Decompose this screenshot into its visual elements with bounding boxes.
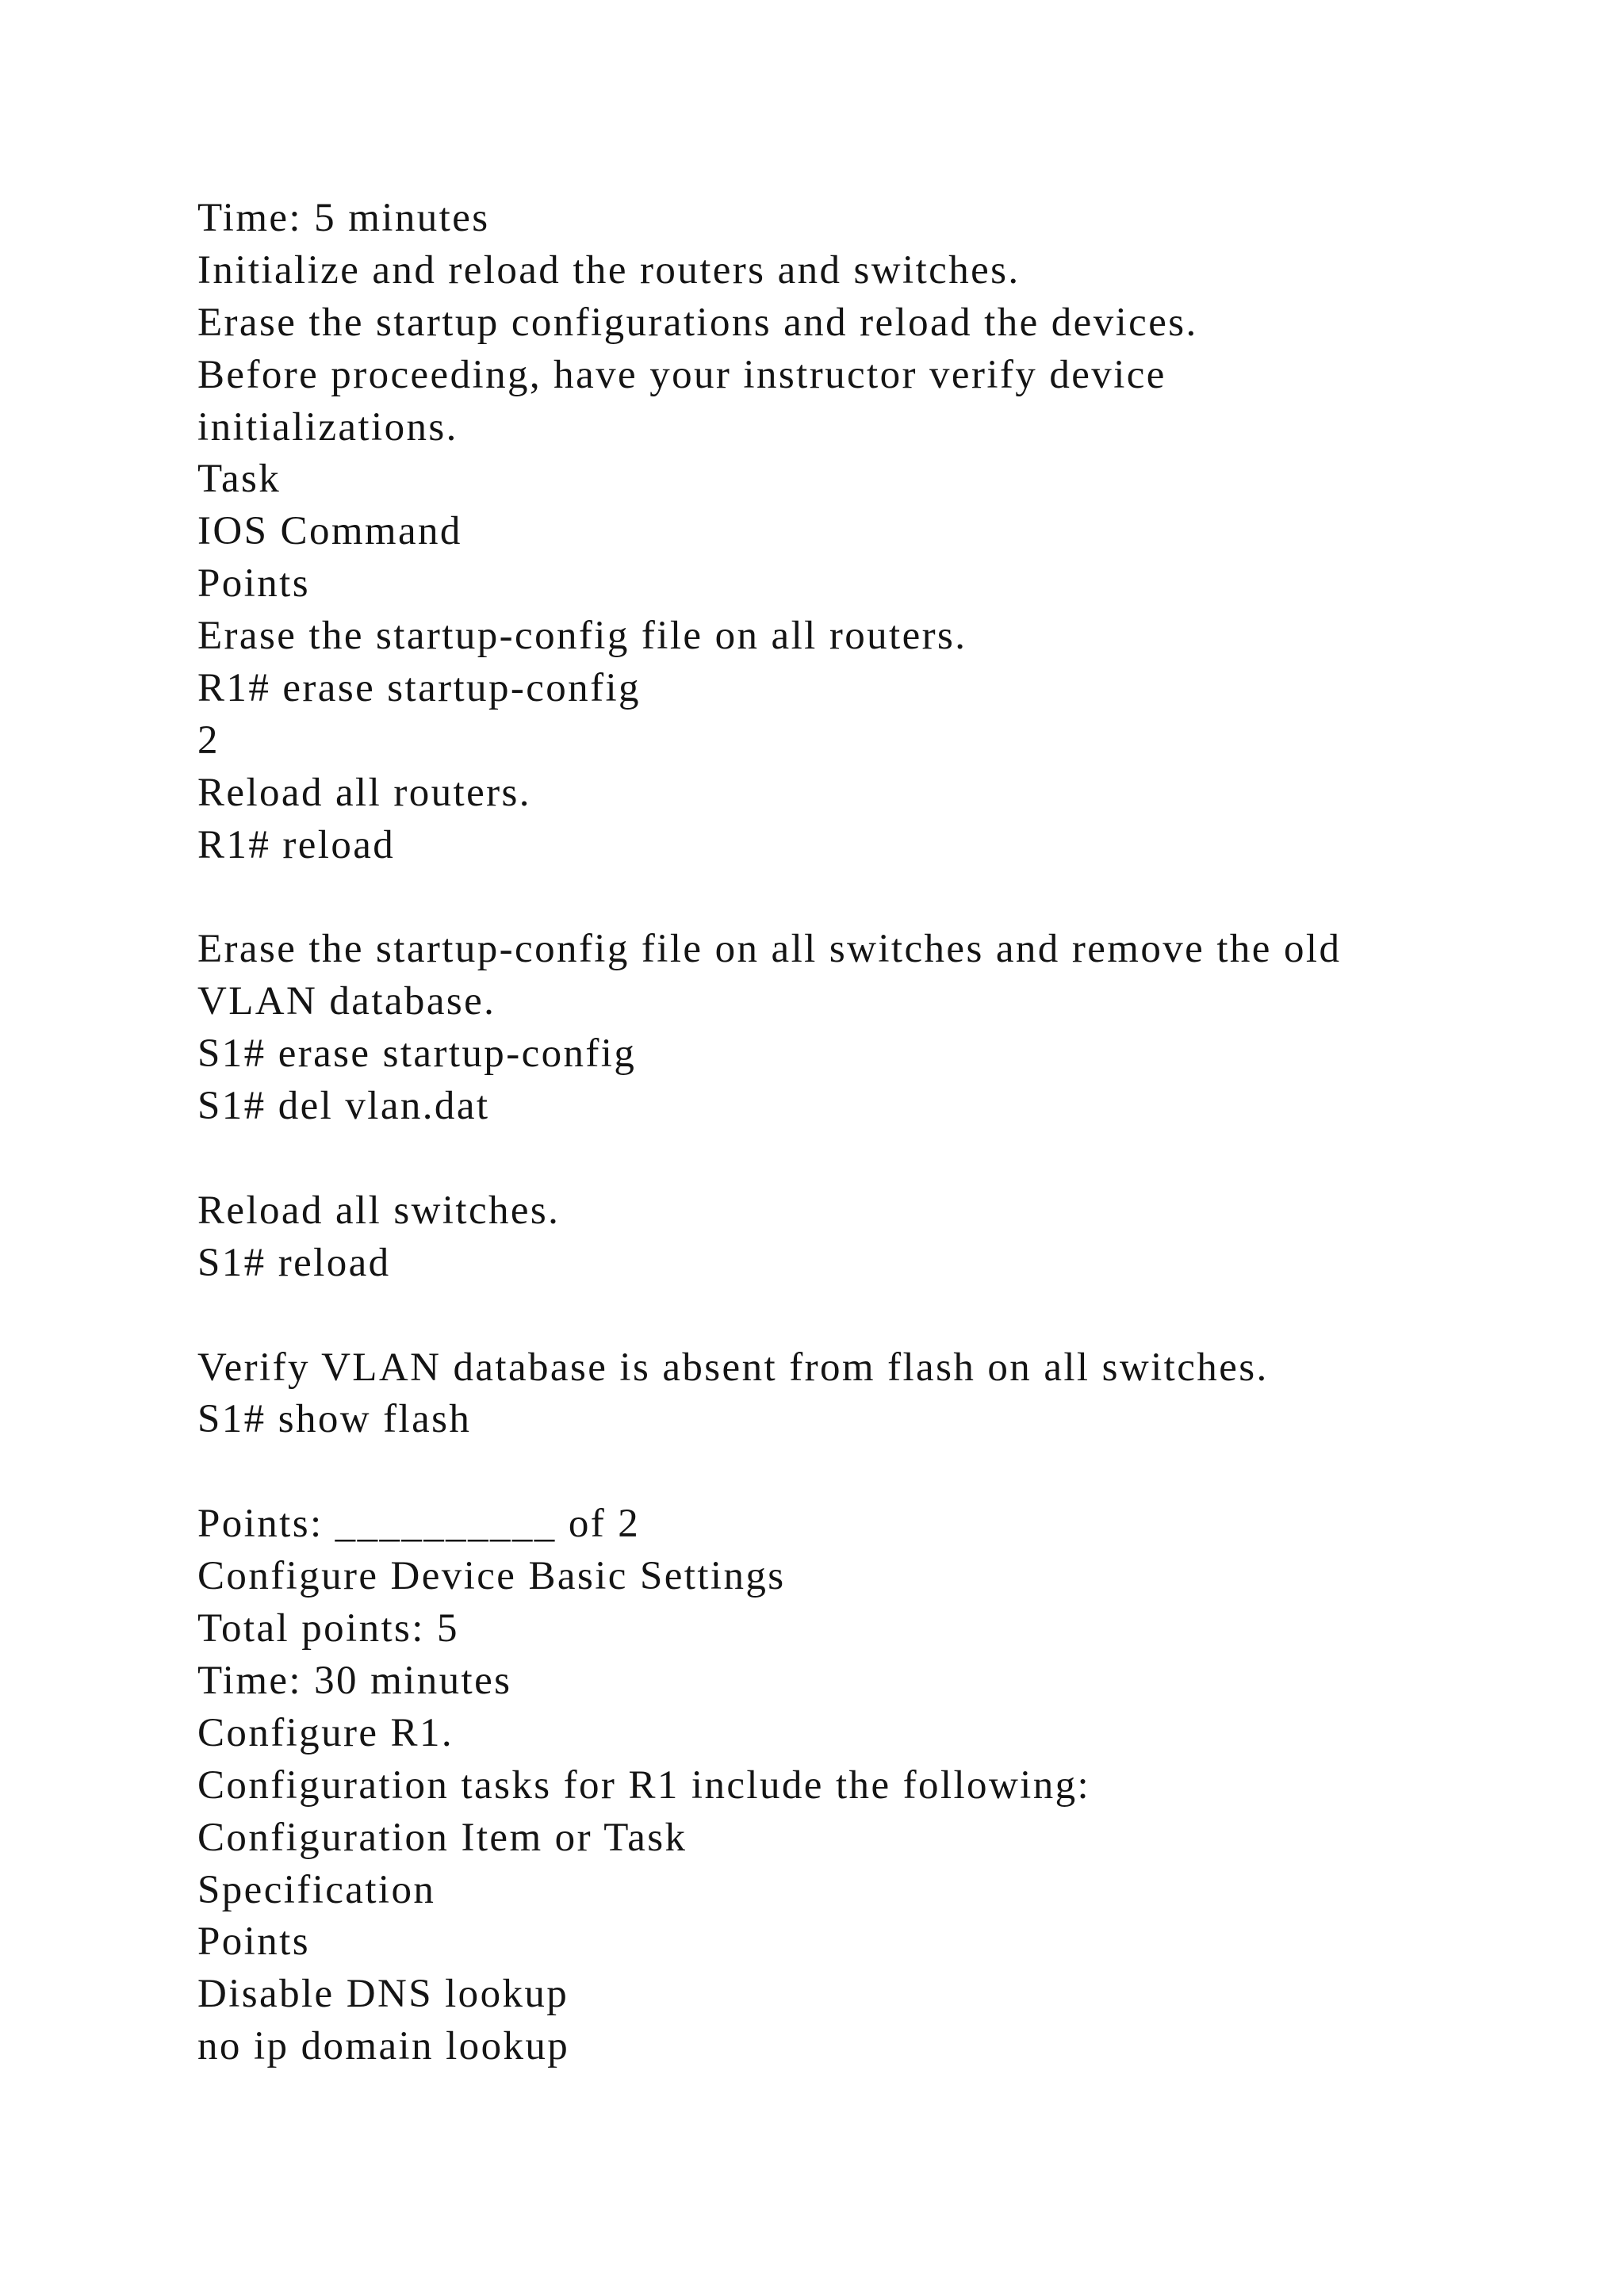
table-cell-command: S1# erase startup-config — [197, 1031, 637, 1077]
table-header-task: Task — [197, 457, 282, 502]
step-erase: Erase the startup configurations and reload the devices. — [197, 300, 1198, 345]
document-page — [197, 193, 1545, 2073]
table-cell-command: S1# del vlan.dat — [197, 1084, 490, 1129]
table-cell-task-cont: VLAN database. — [197, 979, 496, 1024]
verify-instruction: Before proceeding, have your instructor verify device — [197, 352, 1166, 397]
table-cell-specification: no ip domain lookup — [197, 2024, 570, 2069]
time-label: Time: 30 minutes — [197, 1658, 512, 1703]
blank-line — [197, 872, 1545, 924]
step-configure: Configure R1. — [197, 1710, 454, 1755]
table-cell-command: S1# show flash — [197, 1397, 472, 1442]
table-cell-task: Verify VLAN database is absent from flash on all switches. — [197, 1345, 1269, 1390]
step-initialize: Initialize and reload the routers and switches. — [197, 247, 1021, 293]
table-cell-task: Erase the startup-config file on all routers. — [197, 614, 967, 659]
verify-instruction-cont: initializations. — [197, 404, 458, 450]
table-cell-task: Erase the startup-config file on all switches and remove the old — [197, 927, 1342, 972]
blank-line — [197, 1446, 1545, 1498]
table-header-ios-command: IOS Command — [197, 509, 462, 554]
config-intro: Configuration tasks for R1 include the following: — [197, 1762, 1091, 1808]
table-cell-config-item: Disable DNS lookup — [197, 1972, 569, 2017]
time-label: Time: 5 minutes — [197, 196, 490, 240]
table-header-config-item: Configuration Item or Task — [197, 1815, 688, 1860]
blank-line — [197, 1133, 1545, 1185]
total-points: Total points: 5 — [197, 1606, 459, 1651]
table-cell-task: Reload all routers. — [197, 770, 531, 815]
blank-line — [197, 1290, 1545, 1342]
table-header-points: Points — [197, 1919, 310, 1965]
points-footer: Points: __________ of 2 — [197, 1502, 641, 1547]
table-cell-command: S1# reload — [197, 1240, 391, 1285]
table-cell-task: Reload all switches. — [197, 1188, 561, 1233]
table-cell-command: R1# reload — [197, 822, 396, 867]
table-cell-command: R1# erase startup-config — [197, 666, 641, 711]
section-title: Configure Device Basic Settings — [197, 1554, 786, 1599]
table-cell-points: 2 — [197, 718, 220, 763]
table-header-points: Points — [197, 561, 310, 607]
table-header-specification: Specification — [197, 1867, 436, 1912]
